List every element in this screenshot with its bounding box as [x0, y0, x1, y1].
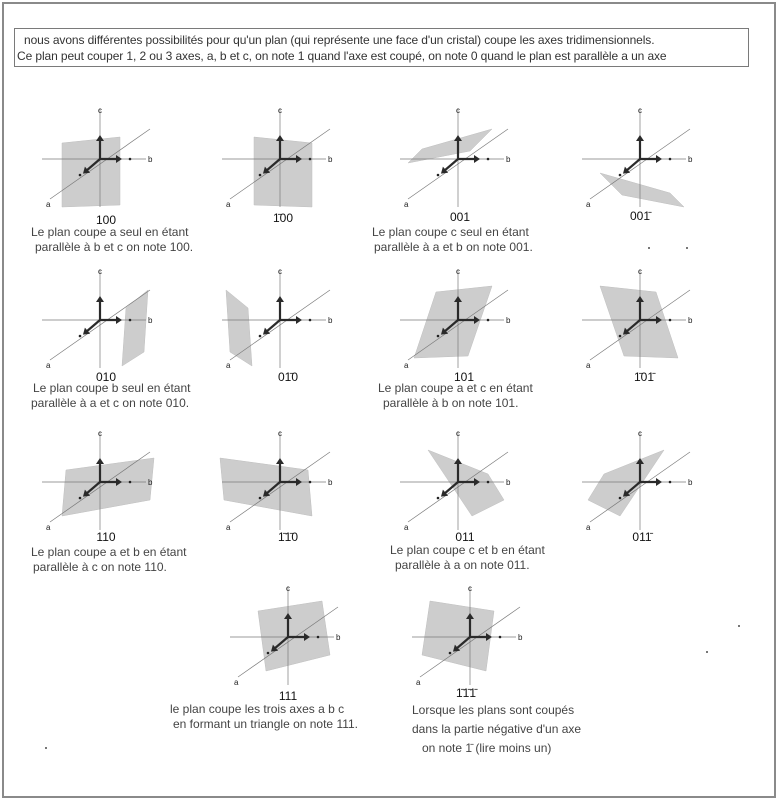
- axis-label-c: c: [456, 106, 460, 115]
- caption-111-line1: le plan coupe les trois axes a b c: [170, 702, 345, 716]
- miller-index-neg1neg1neg1: 1̄1̄1̄: [455, 686, 477, 700]
- arrowhead: [276, 296, 284, 302]
- caption-101-line2: parallèle à b on note 101.: [383, 396, 519, 410]
- arrowhead: [96, 458, 104, 464]
- miller-index-010: 010: [95, 370, 117, 384]
- axis-label-a: a: [404, 200, 409, 209]
- axis-label-b: b: [336, 633, 341, 642]
- intercept-dot: [259, 174, 262, 177]
- intercept-dot: [259, 497, 262, 500]
- axis-label-b: b: [328, 478, 333, 487]
- miller-index-110: 110: [96, 530, 116, 544]
- caption-001-line2: parallèle à a et b on note 001.: [374, 240, 533, 254]
- miller-index-00neg1: 001̄: [629, 209, 651, 223]
- caption-100-line2: parallèle à b et c on note 100.: [35, 240, 194, 254]
- intro-line-2: Ce plan peut couper 1, 2 ou 3 axes, a, b et c, on note 1 quand l'axe est coupé, on note 0 quand le plan est parallèle a un axe: [17, 49, 667, 63]
- intercept-dot: [267, 652, 270, 655]
- crystal-plane: [226, 290, 252, 366]
- axes-diagram: [582, 107, 692, 217]
- intercept-dot: [309, 319, 312, 322]
- caption-110: [31, 545, 186, 575]
- axes-diagram: [222, 107, 332, 217]
- intercept-dot: [437, 497, 440, 500]
- axis-label-b: b: [148, 155, 153, 164]
- axis-label-c: c: [278, 429, 282, 438]
- intercept-dot: [499, 636, 502, 639]
- caption-negative-line3: on note 1̄ (lire moins un): [422, 741, 552, 755]
- axis-label-c: c: [638, 429, 642, 438]
- miller-index-001: 001: [449, 210, 471, 224]
- arrowhead: [276, 458, 284, 464]
- miller-index-101: 101: [453, 370, 475, 384]
- intercept-dot: [669, 158, 672, 161]
- axes-diagram: [222, 268, 332, 378]
- axes-diagram: [230, 585, 340, 695]
- crystal-plane: [62, 458, 154, 516]
- axis-label-a: a: [226, 361, 231, 370]
- caption-100-line1: Le plan coupe a seul en étant: [31, 225, 189, 239]
- axes-diagram: [42, 268, 152, 378]
- axis-label-b: b: [506, 316, 511, 325]
- intercept-dot: [79, 497, 82, 500]
- arrowhead: [276, 135, 284, 141]
- miller-index-01neg1: 011̄: [632, 530, 652, 544]
- intercept-dot: [129, 158, 132, 161]
- arrowhead: [96, 296, 104, 302]
- caption-negative-line2: dans la partie négative d'un axe: [412, 722, 582, 736]
- intercept-dot: [487, 481, 490, 484]
- caption-negative: [412, 703, 581, 756]
- axis-label-a: a: [586, 361, 591, 370]
- axis-label-c: c: [278, 267, 282, 276]
- intercept-dot: [317, 636, 320, 639]
- axis-label-c: c: [468, 584, 472, 593]
- axis-label-c: c: [98, 429, 102, 438]
- diagram-panel-0neg10: [222, 268, 332, 378]
- miller-index-011: 011: [455, 530, 475, 544]
- axes-diagram: [412, 585, 522, 695]
- diagram-panel-110: [42, 430, 152, 540]
- caption-101-line1: Le plan coupe a et c en étant: [378, 381, 533, 395]
- axis-label-a: a: [416, 678, 421, 687]
- crystal-plane: [220, 458, 312, 516]
- axis-label-a: a: [404, 361, 409, 370]
- axis-label-b: b: [506, 155, 511, 164]
- caption-011-line2: parallèle à a on note 011.: [395, 558, 530, 572]
- caption-011-line1: Le plan coupe c et b en étant: [390, 543, 545, 557]
- intercept-dot: [309, 158, 312, 161]
- caption-110-line2: parallèle à c on note 110.: [33, 560, 167, 574]
- axis-label-c: c: [638, 106, 642, 115]
- caption-001-line1: Le plan coupe c seul en étant: [372, 225, 529, 239]
- caption-101: [378, 381, 533, 411]
- diagram-panel-01neg1: [582, 430, 692, 540]
- intercept-dot: [129, 319, 132, 322]
- miller-index-0neg10: 01̄0: [277, 370, 299, 384]
- axis-label-a: a: [234, 678, 239, 687]
- caption-010-line2: parallèle à a et c on note 010.: [31, 396, 190, 410]
- diagram-panel-011: [400, 430, 510, 540]
- axis-label-b: b: [688, 316, 693, 325]
- diagram-panel-100: [42, 107, 152, 217]
- crystal-plane: [408, 129, 492, 163]
- caption-110-line1: Le plan coupe a et b en étant: [31, 545, 187, 559]
- intercept-dot: [79, 335, 82, 338]
- intercept-dot: [129, 481, 132, 484]
- miller-index-neg1neg10: 1̄1̄0: [277, 530, 299, 544]
- axis-label-a: a: [46, 523, 51, 532]
- axis-label-c: c: [278, 106, 282, 115]
- axis-label-c: c: [98, 106, 102, 115]
- axis-label-c: c: [286, 584, 290, 593]
- diagram-panel-010: [42, 268, 152, 378]
- axes-diagram: [400, 430, 510, 540]
- diagram-panel-101: [400, 268, 510, 378]
- caption-010: [33, 381, 190, 411]
- axis-label-b: b: [148, 478, 153, 487]
- intercept-dot: [79, 174, 82, 177]
- intercept-dot: [619, 497, 622, 500]
- intercept-dot: [487, 319, 490, 322]
- axis-label-b: b: [328, 155, 333, 164]
- intercept-dot: [259, 335, 262, 338]
- diagram-panel-111: [230, 585, 340, 695]
- axis-label-a: a: [46, 200, 51, 209]
- arrowhead: [116, 316, 122, 324]
- intercept-dot: [449, 652, 452, 655]
- axes-diagram: [400, 268, 510, 378]
- caption-011: [390, 543, 545, 573]
- axis-label-c: c: [456, 267, 460, 276]
- diagram-panel-001: [400, 107, 510, 217]
- speck: [648, 247, 650, 249]
- axes-diagram: [400, 107, 510, 217]
- crystal-plane: [62, 137, 120, 207]
- crystal-plane: [122, 290, 148, 366]
- intercept-dot: [619, 174, 622, 177]
- arrowhead: [296, 316, 302, 324]
- diagram-panel-00neg1: [582, 107, 692, 217]
- diagram-panel-neg1neg10: [222, 430, 332, 540]
- caption-negative-line1: Lorsque les plans sont coupés: [412, 703, 575, 717]
- caption-010-line1: Le plan coupe b seul en étant: [33, 381, 191, 395]
- arrowhead: [656, 155, 662, 163]
- speck: [738, 625, 740, 627]
- intercept-dot: [669, 319, 672, 322]
- axis-label-a: a: [226, 523, 231, 532]
- axis-label-b: b: [328, 316, 333, 325]
- intro-line-1: nous avons différentes possibilités pour qu'un plan (qui représente une face d'un cristal) coupe les axes tridimensionnels.: [24, 33, 655, 47]
- miller-index-100: 100: [95, 213, 117, 227]
- axis-label-b: b: [688, 155, 693, 164]
- axes-diagram: [42, 430, 152, 540]
- caption-001: [372, 225, 533, 255]
- axes-diagram: [222, 430, 332, 540]
- intercept-dot: [437, 335, 440, 338]
- crystal-plane: [600, 173, 684, 207]
- axes-diagram: [582, 430, 692, 540]
- axis-label-b: b: [518, 633, 523, 642]
- intercept-dot: [437, 174, 440, 177]
- intercept-dot: [487, 158, 490, 161]
- diagram-panel-neg1neg1neg1: [412, 585, 522, 695]
- caption-100: [31, 225, 193, 255]
- axes-diagram: [42, 107, 152, 217]
- speck: [706, 651, 708, 653]
- arrowhead: [474, 155, 480, 163]
- diagram-panel-neg10neg1: [582, 268, 692, 378]
- caption-111-line2: en formant un triangle on note 111.: [173, 717, 359, 731]
- intro-box: [14, 28, 749, 67]
- miller-index-neg100: 1̄00: [272, 211, 294, 225]
- axis-label-b: b: [506, 478, 511, 487]
- intercept-dot: [309, 481, 312, 484]
- miller-index-111: 111: [278, 689, 298, 703]
- arrowhead: [656, 478, 662, 486]
- axis-label-a: a: [404, 523, 409, 532]
- speck: [686, 247, 688, 249]
- axis-label-b: b: [688, 478, 693, 487]
- axis-label-a: a: [586, 200, 591, 209]
- axis-label-a: a: [586, 523, 591, 532]
- axes-diagram: [582, 268, 692, 378]
- axis-label-a: a: [226, 200, 231, 209]
- axis-label-c: c: [98, 267, 102, 276]
- arrowhead: [96, 135, 104, 141]
- intercept-dot: [669, 481, 672, 484]
- speck: [45, 747, 47, 749]
- diagram-panel-neg100: [222, 107, 332, 217]
- axis-label-c: c: [638, 267, 642, 276]
- miller-index-neg10neg1: 1̄01̄: [633, 370, 655, 384]
- arrowhead: [636, 135, 644, 141]
- caption-111: [170, 702, 358, 732]
- axis-label-b: b: [148, 316, 153, 325]
- axis-label-c: c: [456, 429, 460, 438]
- axis-label-a: a: [46, 361, 51, 370]
- intercept-dot: [619, 335, 622, 338]
